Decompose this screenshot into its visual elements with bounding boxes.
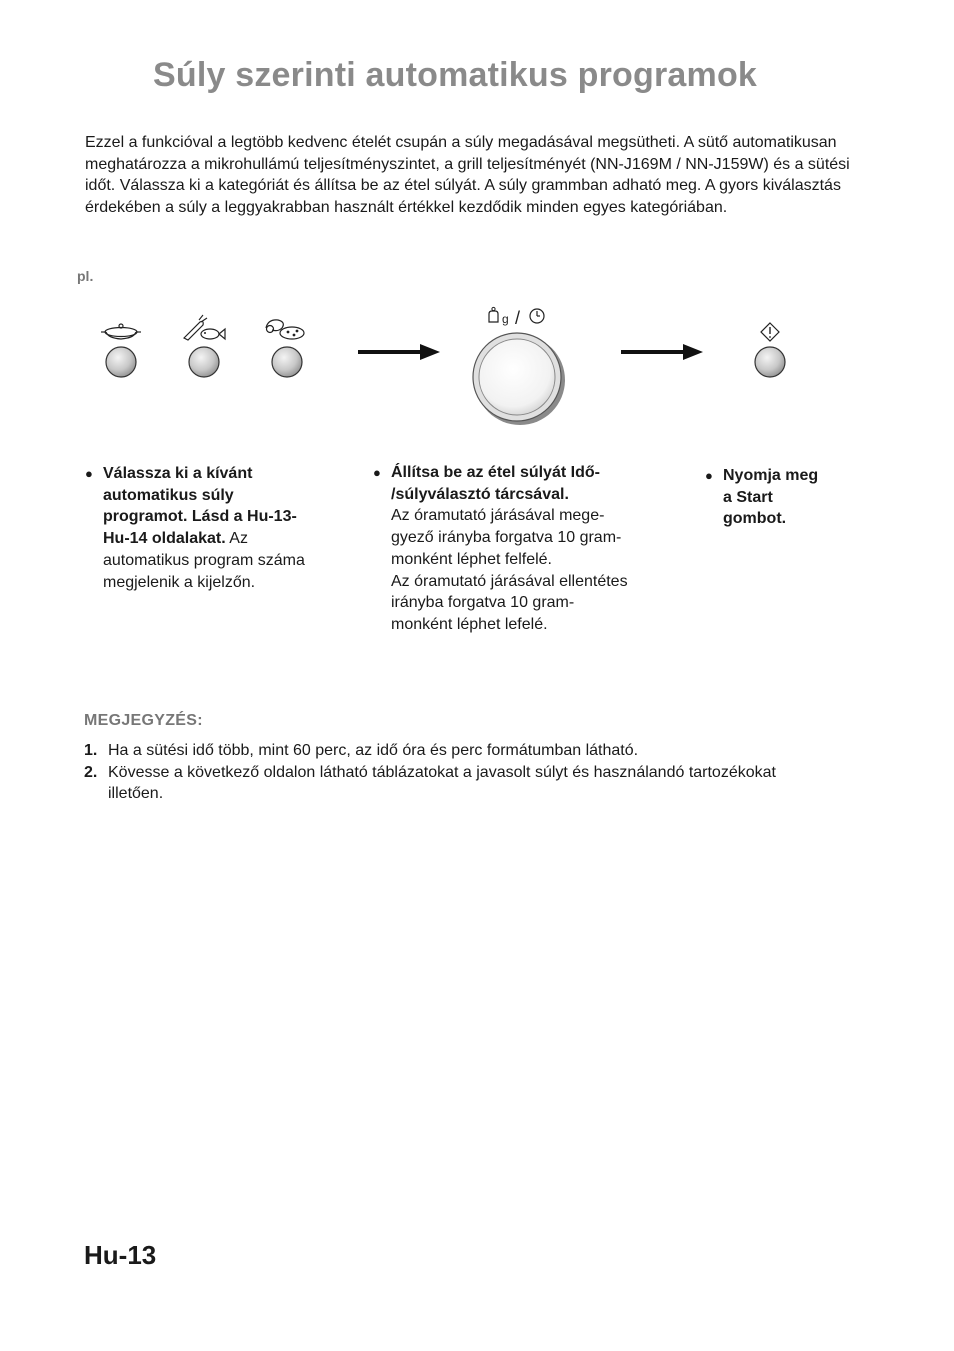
step-2-bold-line: /súlyválasztó tárcsával. (391, 485, 569, 503)
step-2-text: monként léphet lefelé. (391, 615, 548, 633)
note-text: illetően. (108, 785, 164, 803)
weight-time-icon (489, 307, 544, 328)
dial-label-slash: / (515, 308, 521, 328)
step-3-instructions (705, 465, 845, 530)
dial-label-g: g (502, 312, 509, 326)
step-2-instructions (373, 462, 663, 636)
bullet-icon: ● (373, 465, 381, 480)
step-1-instructions (85, 463, 335, 593)
step-3-bold-line: Nyomja meg (723, 467, 819, 484)
step-1-bold-line: Hu-14 oldalakat. (103, 530, 226, 548)
list-item (84, 740, 854, 762)
intro-paragraph: Ezzel a funkcióval a legtöbb kedvenc ételét csupán a súly megadásával megsütheti. A sütő automatikusan meghatározza a mikrohullámú teljesítményszintet, a grill teljesítményét (NN-J169M / NN-J159W) és a sütési időt. Válassza ki a kategóriát és állítsa be az étel súlyát. A súly grammban adható meg. A gyors kiválasztás érdekében a súly a leggyakrabban használt értékkel kezdődik minden egyes kategóriában. (85, 134, 850, 216)
list-item (84, 762, 854, 805)
arrow-right-icon (358, 344, 440, 360)
notes-list (84, 740, 854, 805)
step-1-text: automatikus program száma (103, 551, 305, 569)
start-button[interactable] (755, 347, 785, 377)
step-2-bold-line: Állítsa be az étel súlyát Idő- (391, 464, 600, 481)
vegetable-fish-icon (184, 315, 225, 340)
step-2-text: monként léphet felfelé. (391, 550, 552, 568)
note-number: 1. (84, 742, 98, 759)
page-title: Súly szerinti automatikus programok (153, 56, 758, 94)
step-2-text: gyező irányba forgatva 10 gram- (391, 529, 622, 547)
step-3-bold-line: a Start (723, 488, 773, 506)
step-1-bold-line: programot. Lásd a Hu-13- (103, 508, 297, 526)
step-1-text: megjelenik a kijelzőn. (103, 573, 256, 591)
note-heading: MEGJEGYZÉS: (84, 712, 203, 729)
category-button-1[interactable] (106, 347, 136, 377)
time-weight-dial[interactable] (473, 333, 565, 425)
example-label: pl. (77, 268, 94, 284)
step-1-bold-line: automatikus súly (103, 486, 234, 504)
step-2-text: Az óramutató járásával ellentétes (391, 572, 628, 590)
category-button-3[interactable] (272, 347, 302, 377)
bullet-icon: ● (705, 468, 713, 483)
step-2-text: irányba forgatva 10 gram- (391, 594, 575, 612)
control-diagram (0, 300, 954, 440)
note-number: 2. (84, 763, 98, 781)
step-3-bold-line: gombot. (723, 510, 787, 528)
step-1-bold-line: Válassza ki a kívánt (103, 465, 253, 482)
step-1-text: Az (225, 530, 248, 548)
category-button-2[interactable] (189, 347, 219, 377)
meat-pizza-icon (266, 320, 304, 339)
note-text: Kövesse a következő oldalon látható táblázatokat a javasolt súlyt és használandó tartozékokat (108, 763, 776, 781)
note-text: Ha a sütési idő több, mint 60 perc, az idő óra és perc formátumban látható. (108, 742, 639, 759)
arrow-right-icon (621, 344, 703, 360)
casserole-icon (101, 324, 141, 339)
step-2-text: Az óramutató járásával mege- (391, 507, 605, 525)
start-icon (761, 323, 779, 341)
bullet-icon: ● (85, 466, 93, 481)
page-number: Hu-13 (84, 1240, 157, 1270)
